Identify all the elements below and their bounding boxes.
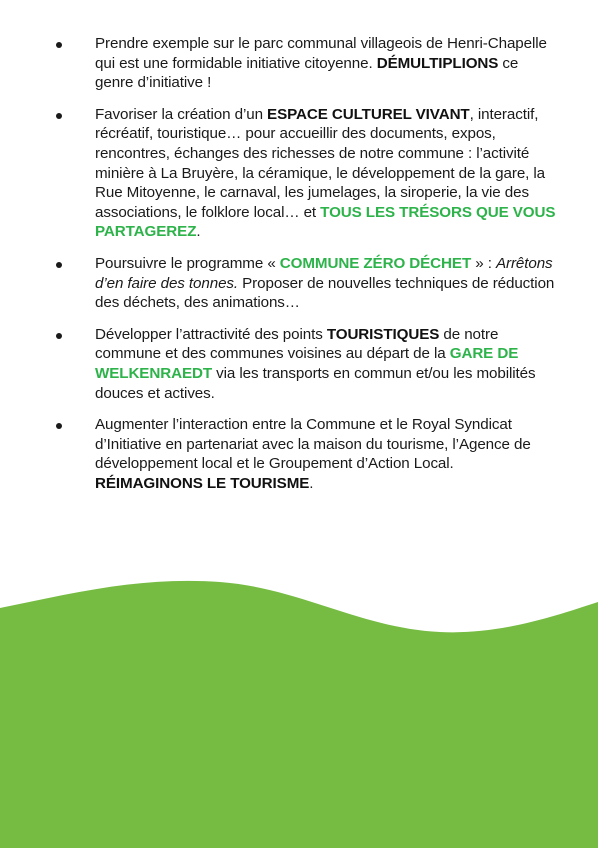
bullet-dot-icon: [56, 42, 62, 48]
bullet-text: ce genre d’initiative !: [95, 54, 519, 92]
bullet-dot-icon: [56, 262, 62, 268]
bullet-text: Augmenter l’interaction entre la Commune et le Royal Syndicat d’Initiative en partenariat avec la maison du tourisme, l’Agence de développement local et le Groupement d’Action Local.: [95, 416, 531, 473]
keyword-gare-de-welkenraedt: GARE DE WELKENRAEDT: [95, 345, 519, 382]
keyword-reimaginons-le-tourisme: RÉIMAGINONS LE TOURISME: [95, 474, 310, 492]
bullet-text: Développer l’attractivité des points: [95, 325, 327, 343]
bullet-text: Proposer de nouvelles techniques de réduction des déchets, des animations…: [95, 274, 555, 312]
bullet-text: Poursuivre le programme «: [95, 254, 280, 272]
bullet-item-zero-dechet: [0, 254, 598, 313]
bullet-dot-icon: [56, 333, 62, 339]
bullet-text: , interactif, récréatif, touristique… pour accueillir des documents, expos, rencontres, échanges des richesses de notre commune : l’activité minière à La Bruyère, la céramique, le développement de la gare, la Rue Mitoyenne, le carnaval, les jumelages, la siroperie, la vie des associations, le folklore local… et: [95, 105, 546, 221]
bullet-item-parc-communal: [0, 34, 598, 93]
bullet-text: via les transports en commun et/ou les mobilités douces et actives.: [95, 364, 536, 402]
keyword-demultiplions: DÉMULTIPLIONS: [376, 54, 499, 72]
green-wave-shape: [0, 581, 598, 848]
slogan-italic: Arrêtons d’en faire des tonnes.: [95, 254, 553, 292]
bullet-text: Prendre exemple sur le parc communal villageois de Henri-Chapelle qui est une formidable initiative citoyenne.: [95, 35, 547, 72]
bullet-list: [0, 34, 598, 505]
bullet-text: .: [196, 223, 201, 241]
keyword-espace-culturel-vivant: ESPACE CULTUREL VIVANT: [267, 105, 470, 123]
bullet-text: » :: [471, 254, 496, 272]
keyword-commune-zero-dechet: COMMUNE ZÉRO DÉCHET: [279, 254, 472, 272]
green-wave-decoration: [0, 560, 598, 848]
bullet-dot-icon: [56, 423, 62, 429]
bullet-text: de notre commune et des communes voisines au départ de la: [95, 325, 499, 363]
bullet-item-touristiques: [0, 325, 598, 403]
keyword-touristiques: TOURISTIQUES: [326, 325, 440, 343]
bullet-item-tourisme: [0, 415, 598, 493]
bullet-dot-icon: [56, 113, 62, 119]
keyword-tous-les-tresors: TOUS LES TRÉSORS QUE VOUS PARTAGEREZ: [95, 203, 556, 241]
bullet-text: Favoriser la création d’un: [95, 105, 268, 123]
bullet-text: .: [309, 474, 314, 492]
bullet-item-espace-culturel: [0, 105, 598, 242]
